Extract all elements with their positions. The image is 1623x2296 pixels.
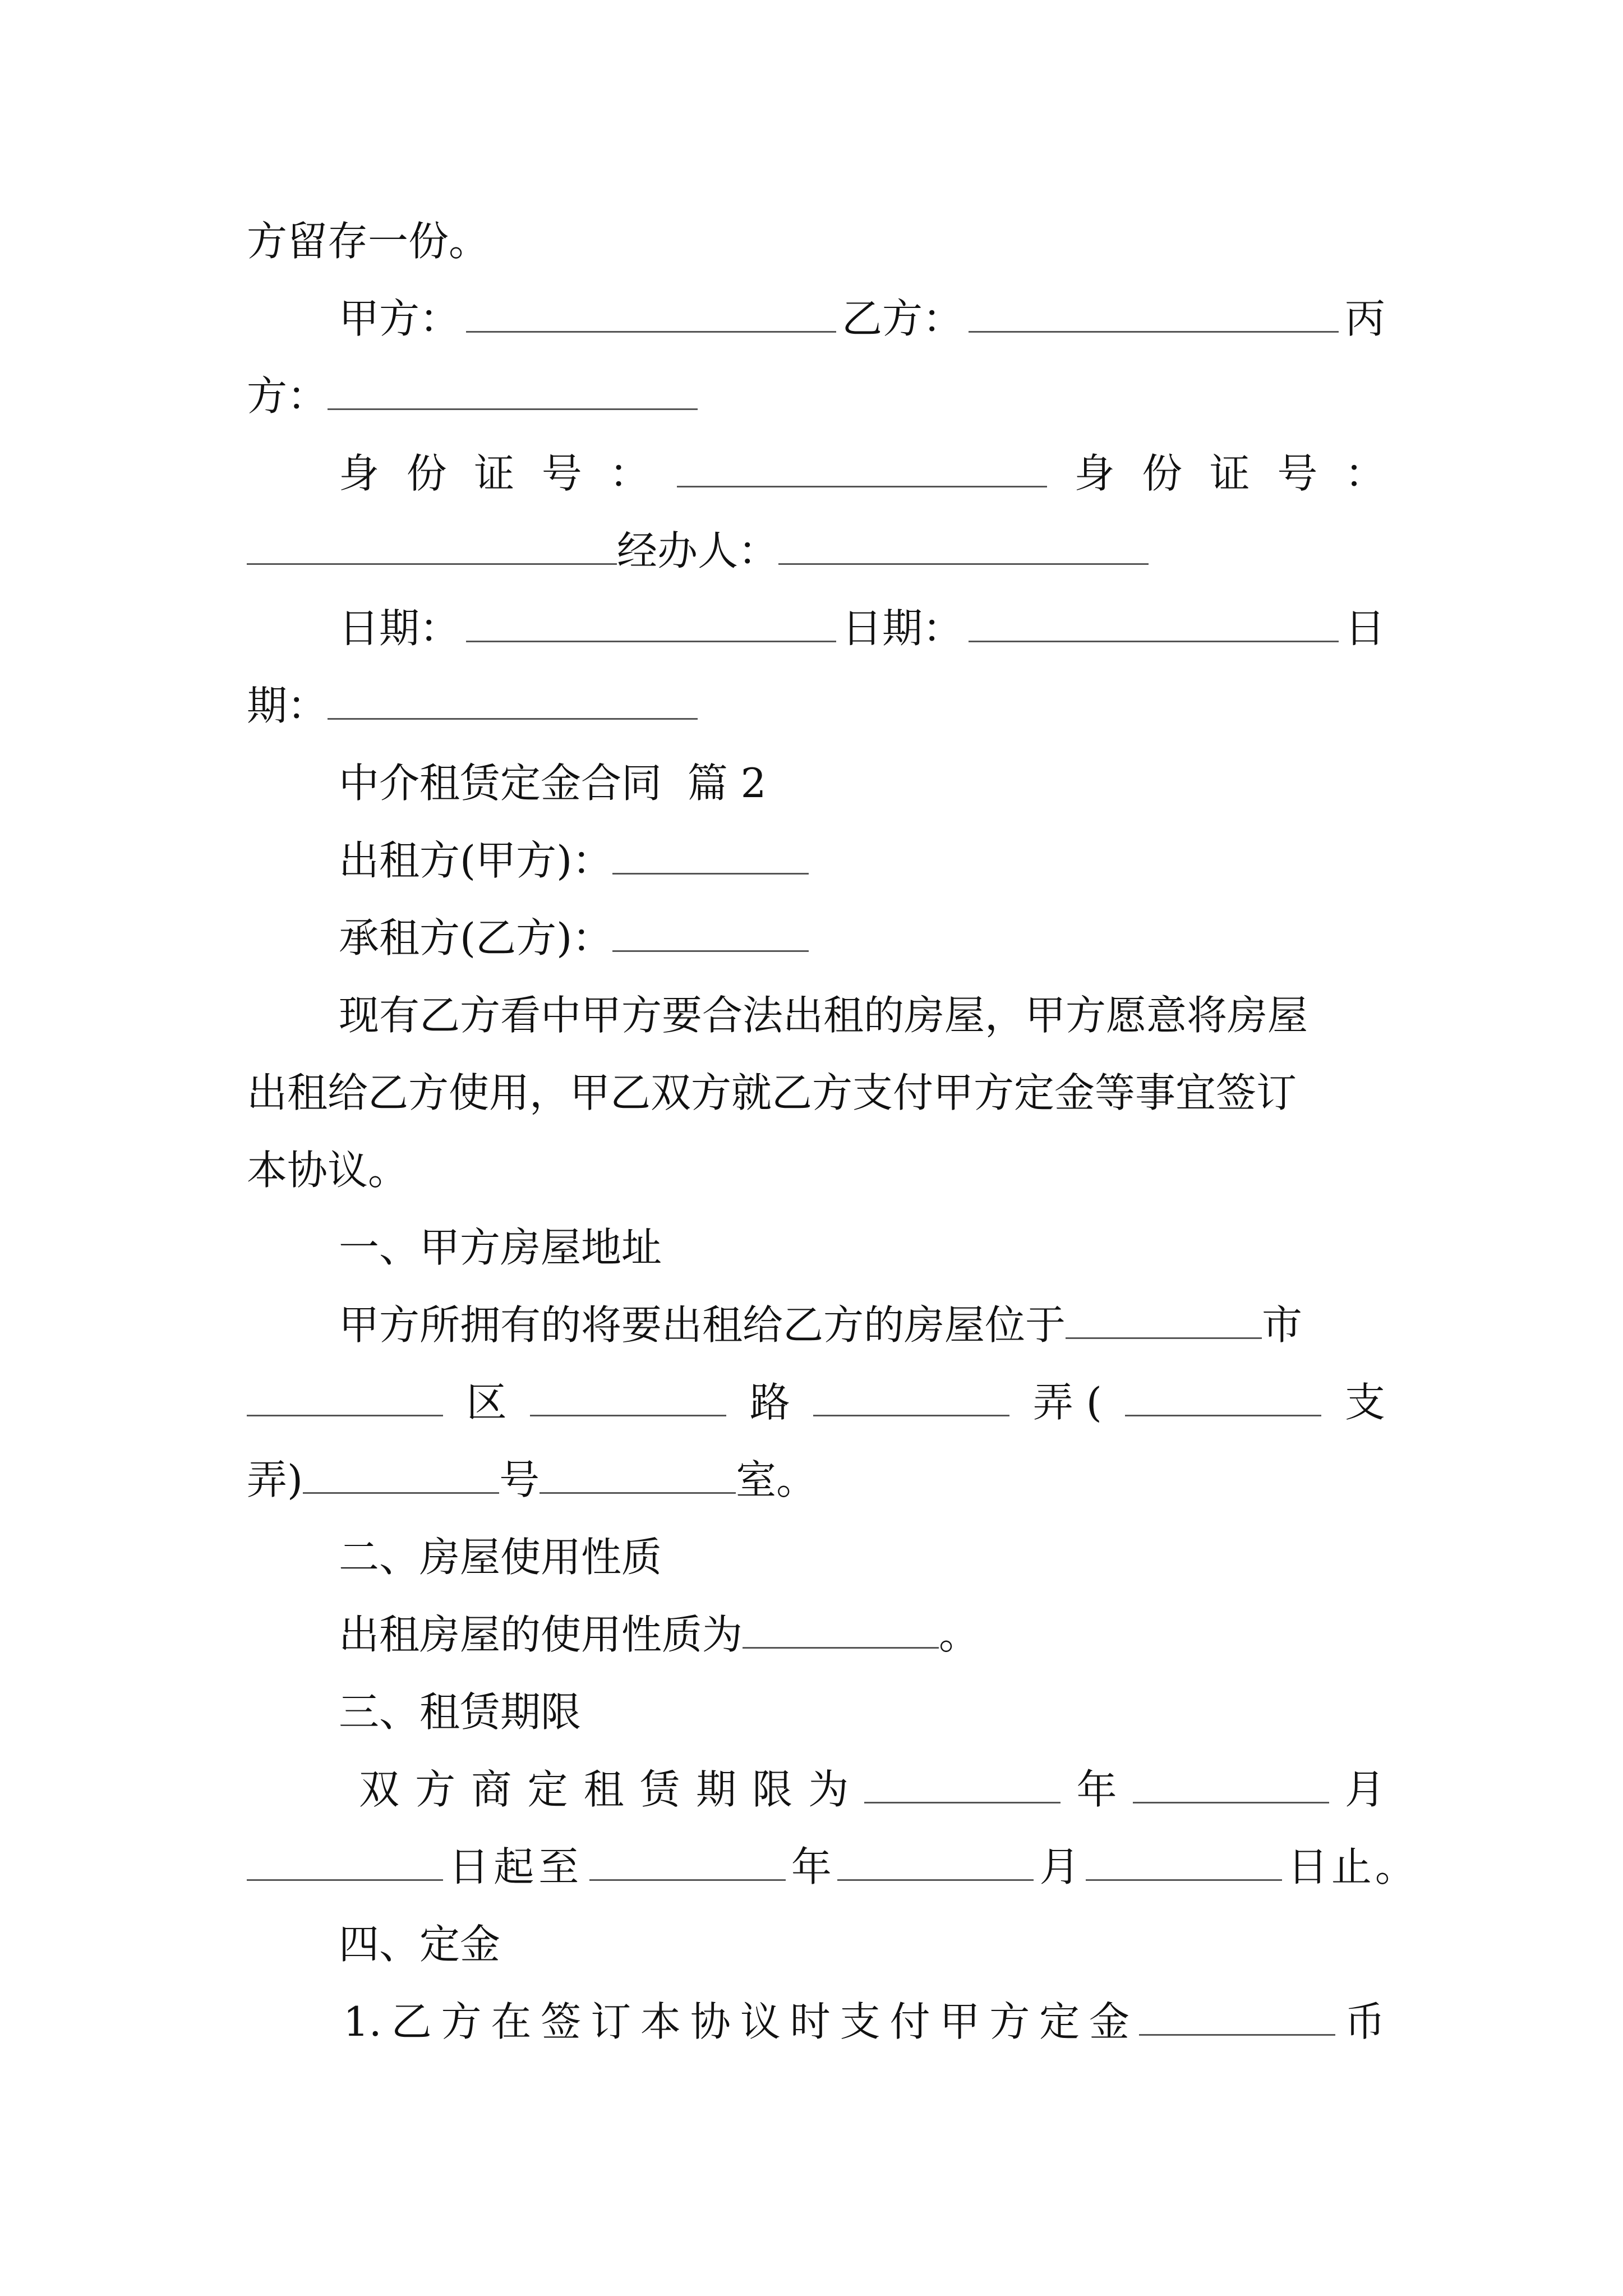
term-ch: 租 xyxy=(583,1766,624,1813)
term-line-1 xyxy=(247,1750,1385,1829)
lessee-blank[interactable] xyxy=(612,914,809,952)
deposit-ch: 金 xyxy=(1089,1998,1130,2045)
usage-line xyxy=(247,1595,1385,1674)
id-label-2-ch5: ： xyxy=(1344,450,1385,497)
road-label: 路 xyxy=(749,1379,790,1426)
end-year-label: 年 xyxy=(791,1843,832,1890)
party-a-blank[interactable] xyxy=(466,295,836,333)
deposit-ch: 付 xyxy=(889,1998,930,2045)
term-ch: 商 xyxy=(471,1766,512,1813)
heading-3 xyxy=(247,1673,1385,1751)
id-label-1-ch4: 号 xyxy=(541,450,582,497)
lessee-line xyxy=(247,899,1385,977)
number-label: 号 xyxy=(499,1456,540,1503)
intro-line-2 xyxy=(247,1053,1385,1132)
term-ch: 赁 xyxy=(639,1766,680,1813)
deposit-ch: 协 xyxy=(690,1998,731,2045)
id-number-line xyxy=(247,434,1385,513)
agent-line xyxy=(247,512,1385,590)
party-b-blank[interactable] xyxy=(969,295,1339,333)
deposit-ch: 乙 xyxy=(391,1998,432,2045)
paragraph-text: 本协议。 xyxy=(247,1147,409,1194)
address-line-1 xyxy=(247,1286,1385,1364)
room-blank[interactable] xyxy=(540,1456,736,1494)
lessee-label: 承租方(乙方)： xyxy=(339,914,613,961)
id-label-1-ch1: 身 xyxy=(339,450,380,497)
date-line-3 xyxy=(247,666,1385,745)
section-title xyxy=(247,744,1385,822)
date-3-label-start: 日 xyxy=(1344,605,1385,652)
id-label-2-ch2: 份 xyxy=(1142,450,1183,497)
city-label: 市 xyxy=(1262,1301,1303,1349)
term-ch: 为 xyxy=(808,1766,849,1813)
id-label-1-ch5: ： xyxy=(609,450,650,497)
lessor-blank[interactable] xyxy=(612,836,809,875)
start-day-blank[interactable] xyxy=(247,1843,443,1881)
lessor-label: 出租方(甲方)： xyxy=(339,837,613,884)
id-label-2-ch3: 证 xyxy=(1209,450,1250,497)
party-c-label-end: 方： xyxy=(247,372,328,420)
term-ch: 定 xyxy=(527,1766,568,1813)
agent-label: 经办人： xyxy=(617,527,779,574)
usage-end: 。 xyxy=(939,1611,980,1658)
start-month-label: 月 xyxy=(1344,1766,1385,1813)
district-label: 区 xyxy=(466,1379,507,1426)
room-label: 室。 xyxy=(736,1456,817,1503)
signature-line-parties xyxy=(247,279,1385,358)
deposit-ch: 议 xyxy=(740,1998,781,2045)
party-c-blank[interactable] xyxy=(328,372,698,410)
date-line xyxy=(247,589,1385,668)
usage-blank[interactable] xyxy=(743,1611,939,1649)
agent-blank[interactable] xyxy=(778,527,1149,565)
deposit-ch: 定 xyxy=(1039,1998,1080,2045)
road-blank[interactable] xyxy=(530,1378,726,1416)
deposit-ch: 在 xyxy=(491,1998,532,2045)
paragraph-text: 出租房屋的使用性质为 xyxy=(339,1611,743,1658)
intro-line-1 xyxy=(247,976,1385,1055)
deposit-ch: 本 xyxy=(640,1998,681,2045)
paragraph-text: 出租给乙方使用，甲乙双方就乙方支付甲方定金等事宜签订 xyxy=(247,1069,1297,1116)
id-label-2-ch1: 身 xyxy=(1074,450,1115,497)
term-ch: 双 xyxy=(359,1766,400,1813)
intro-line-3 xyxy=(247,1131,1385,1209)
paragraph-text: 方留存一份。 xyxy=(247,218,490,265)
date-3-blank[interactable] xyxy=(328,682,698,720)
deposit-ch: 1. xyxy=(343,1998,382,2045)
term-line-2 xyxy=(247,1828,1419,1906)
party-c-label-start: 丙 xyxy=(1344,295,1385,342)
address-line-2 xyxy=(247,1363,1385,1442)
deposit-ch: 时 xyxy=(790,1998,831,2045)
city-blank[interactable] xyxy=(1066,1301,1262,1339)
heading-1 xyxy=(247,1208,1385,1287)
start-year-label: 年 xyxy=(1076,1766,1117,1813)
sub-lane-label-end: 弄) xyxy=(247,1456,303,1503)
term-ch: 期 xyxy=(695,1766,736,1813)
party-a-label: 甲方： xyxy=(339,295,460,342)
deposit-line xyxy=(247,1982,1385,2061)
signature-line-party-c xyxy=(247,357,1385,435)
paragraph-text: 现有乙方看中甲方要合法出租的房屋，甲方愿意将房屋 xyxy=(339,992,1308,1039)
district-blank[interactable] xyxy=(247,1378,443,1416)
paragraph-text: 甲方所拥有的将要出租给乙方的房屋位于 xyxy=(339,1301,1066,1349)
date-1-label: 日期： xyxy=(339,605,460,652)
term-ch: 方 xyxy=(415,1766,456,1813)
end-day-label: 日止。 xyxy=(1287,1843,1419,1890)
deposit-ch: 甲 xyxy=(939,1998,980,2045)
id-number-blank-2[interactable] xyxy=(247,527,617,565)
currency-label: 币 xyxy=(1344,1998,1385,2045)
deposit-ch: 订 xyxy=(591,1998,631,2045)
end-year-blank[interactable] xyxy=(589,1843,786,1881)
heading-2 xyxy=(247,1518,1385,1596)
heading-text: 二、房屋使用性质 xyxy=(339,1534,662,1581)
end-month-blank[interactable] xyxy=(837,1843,1034,1881)
term-ch: 限 xyxy=(752,1766,793,1813)
sub-lane-blank[interactable] xyxy=(1125,1378,1321,1416)
party-b-label: 乙方： xyxy=(841,295,963,342)
deposit-ch: 方 xyxy=(441,1998,482,2045)
end-month-label: 月 xyxy=(1039,1843,1080,1890)
id-number-blank-1[interactable] xyxy=(677,449,1047,487)
heading-text: 一、甲方房屋地址 xyxy=(339,1224,662,1271)
deposit-ch: 方 xyxy=(989,1998,1030,2045)
deposit-ch: 支 xyxy=(840,1998,880,2045)
date-1-blank[interactable] xyxy=(466,604,836,642)
sub-lane-label: 支 xyxy=(1344,1379,1385,1426)
deposit-ch: 签 xyxy=(541,1998,582,2045)
heading-text: 三、租赁期限 xyxy=(339,1688,582,1736)
section-title-text: 中介租赁定金合同 篇 2 xyxy=(339,760,767,807)
date-2-blank[interactable] xyxy=(969,604,1339,642)
lane-blank[interactable] xyxy=(813,1378,1009,1416)
start-year-blank[interactable] xyxy=(864,1765,1061,1803)
heading-4 xyxy=(247,1905,1385,1984)
id-label-2-ch4: 号 xyxy=(1277,450,1318,497)
number-blank[interactable] xyxy=(303,1456,499,1494)
end-day-blank[interactable] xyxy=(1086,1843,1282,1881)
id-label-1-ch3: 证 xyxy=(474,450,515,497)
deposit-amount-blank[interactable] xyxy=(1139,1998,1335,2036)
heading-text: 四、定金 xyxy=(339,1921,501,1968)
lane-label: 弄 ( xyxy=(1032,1379,1102,1426)
address-line-3 xyxy=(247,1441,1385,1519)
start-month-blank[interactable] xyxy=(1133,1765,1329,1803)
text-line xyxy=(247,202,1385,280)
date-2-label: 日期： xyxy=(841,605,963,652)
lessor-line xyxy=(247,821,1385,900)
date-3-label-end: 期： xyxy=(247,682,328,729)
start-day-label: 日起至 xyxy=(449,1843,584,1890)
id-label-1-ch2: 份 xyxy=(406,450,447,497)
